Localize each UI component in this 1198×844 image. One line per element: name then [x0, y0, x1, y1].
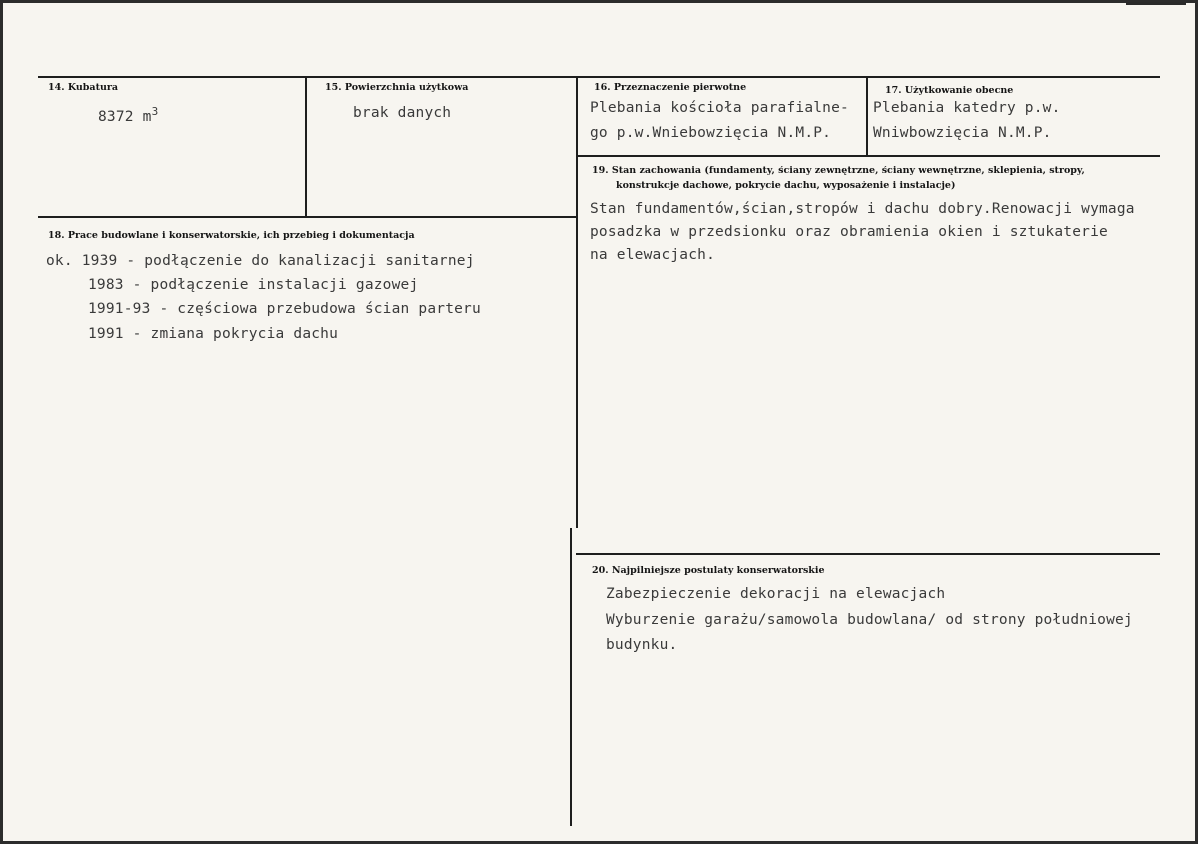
section-16-line: go p.w.Wniebowzięcia N.M.P.: [590, 125, 832, 141]
section-17-label: 17. Użytkowanie obecne: [885, 85, 1014, 96]
section-16-line: Plebania kościoła parafialne-: [590, 100, 849, 116]
section-18-line: 1991-93 - częściowa przebudowa ścian parteru: [88, 301, 481, 317]
section-18-line: 1983 - podłączenie instalacji gazowej: [88, 277, 419, 293]
rule-under-14-15: [38, 216, 578, 218]
section-20-line: Wyburzenie garażu/samowola budowlana/ od strony południowej: [606, 612, 1133, 628]
section-19-label: 19. Stan zachowania (fundamenty, ściany zewnętrzne, ściany wewnętrzne, sklepienia, stropy,: [592, 165, 1085, 176]
corner-mark: [1126, 2, 1186, 5]
volume-value: 8372 m: [98, 108, 152, 125]
section-15-value: brak danych: [353, 105, 452, 121]
section-18-line: 1991 - zmiana pokrycia dachu: [88, 326, 339, 342]
divider-main-lower: [570, 528, 572, 826]
section-19-line: na elewacjach.: [590, 247, 716, 263]
section-19-line: Stan fundamentów,ścian,stropów i dachu dobry.Renowacji wymaga: [590, 201, 1135, 217]
section-19-line: posadzka w przedsionku oraz obramienia okien i sztukaterie: [590, 224, 1108, 240]
section-18-line: ok. 1939 - podłączenie do kanalizacji sanitarnej: [46, 253, 475, 269]
section-20-line: budynku.: [606, 637, 678, 653]
section-20-label: 20. Najpilniejsze postulaty konserwatorskie: [592, 565, 825, 576]
section-17-line: Wniwbowzięcia N.M.P.: [873, 125, 1052, 141]
divider-main: [576, 76, 578, 528]
divider-14-15: [305, 76, 307, 216]
section-14-label: 14. Kubatura: [48, 82, 119, 93]
section-14-value: [98, 100, 158, 129]
section-15-label: 15. Powierzchnia użytkowa: [325, 82, 469, 93]
section-20-line: Zabezpieczenie dekoracji na elewacjach: [606, 586, 946, 602]
section-17-line: Plebania katedry p.w.: [873, 100, 1061, 116]
section-16-label: 16. Przeznaczenie pierwotne: [594, 82, 747, 93]
rule-under-16-17: [576, 155, 1160, 157]
divider-16-17: [866, 76, 868, 156]
section-19-label-cont: konstrukcje dachowe, pokrycie dachu, wyposażenie i instalacje): [616, 180, 956, 191]
rule-above-20: [576, 553, 1160, 555]
volume-unit-exponent: 3: [151, 105, 159, 118]
section-18-label: 18. Prace budowlane i konserwatorskie, ich przebieg i dokumentacja: [48, 230, 415, 241]
top-rule: [38, 76, 1160, 78]
